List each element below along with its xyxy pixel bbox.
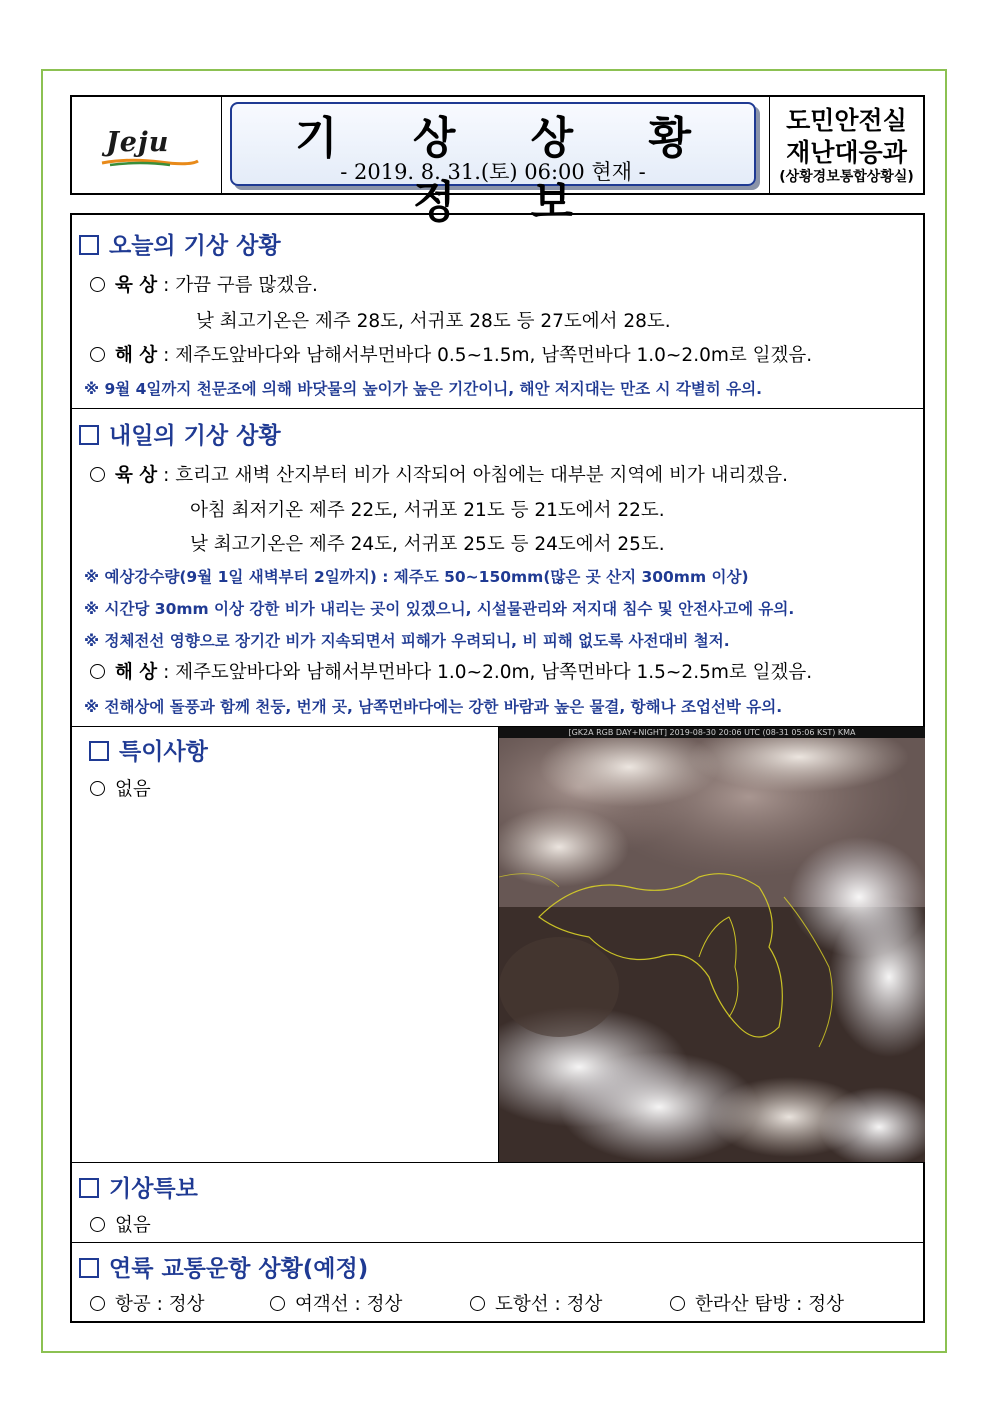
traffic-item-hallasan: 한라산 탐방 : 정상	[670, 1290, 844, 1316]
page-title: 기 상 상 황 정 보	[295, 113, 721, 228]
today-land-temp: 낮 최고기온은 제주 28도, 서귀포 28도 등 27도에서 28도.	[196, 311, 671, 332]
divider	[72, 1242, 923, 1243]
department-name: 도민안전실	[786, 106, 907, 135]
logo-swoosh-icon	[100, 157, 200, 167]
checkbox-icon	[79, 235, 99, 255]
circle-bullet-icon	[90, 277, 105, 292]
tomorrow-note-front: ※ 정체전선 영향으로 장기간 비가 지속되면서 피해가 우려되니, 비 피해 없도록 사전대비 철저.	[84, 632, 730, 650]
report-body	[70, 213, 925, 1323]
title-box	[230, 102, 756, 228]
circle-bullet-icon	[90, 664, 105, 679]
tomorrow-note-rainfall: ※ 예상강수량(9월 1일 새벽부터 2일까지) : 제주도 50~150mm(많은 곳 산지 300mm 이상)	[84, 568, 749, 586]
circle-bullet-icon	[270, 1296, 285, 1311]
checkbox-icon	[89, 741, 109, 761]
traffic-item-ferry: 여객선 : 정상	[270, 1290, 402, 1316]
tomorrow-note-heavy-rain: ※ 시간당 30mm 이상 강한 비가 내리는 곳이 있겠으니, 시설물관리와 저지대 침수 및 안전사고에 유의.	[84, 600, 795, 618]
jeju-logo	[100, 123, 200, 169]
circle-bullet-icon	[90, 1296, 105, 1311]
tomorrow-note-sea: ※ 전해상에 돌풍과 함께 천둥, 번개 곳, 남쪽먼바다에는 강한 바람과 높은 물결, 항해나 조업선박 유의.	[84, 698, 783, 716]
tomorrow-max-temp: 낮 최고기온은 제주 24도, 서귀포 25도 등 24도에서 25도.	[190, 534, 665, 555]
tomorrow-land-line: 육 상 : 흐리고 새벽 산지부터 비가 시작되어 아침에는 대부분 지역에 비가 내리겠음.	[90, 461, 788, 487]
checkbox-icon	[79, 425, 99, 445]
divider	[72, 408, 923, 409]
traffic-item-island-ferry: 도항선 : 정상	[470, 1290, 602, 1316]
department-cell	[769, 97, 923, 193]
page-subtitle-datetime: - 2019. 8. 31.(토) 06:00 현재 -	[340, 160, 646, 184]
tomorrow-min-temp: 아침 최저기온 제주 22도, 서귀포 21도 등 21도에서 22도.	[190, 500, 665, 521]
tomorrow-sea-line: 해 상 : 제주도앞바다와 남해서부먼바다 1.0~2.0m, 남쪽먼바다 1.5~2.5m로 일겠음.	[90, 658, 812, 684]
warning-content: 없음	[90, 1211, 151, 1237]
divider	[72, 1162, 923, 1163]
checkbox-icon	[79, 1258, 99, 1278]
circle-bullet-icon	[90, 781, 105, 796]
circle-bullet-icon	[470, 1296, 485, 1311]
today-land-line: 육 상 : 가끔 구름 많겠음.	[90, 271, 318, 297]
traffic-section-title: 연륙 교통운항 상황(예정)	[79, 1250, 368, 1283]
checkbox-icon	[79, 1178, 99, 1198]
logo-cell	[72, 97, 222, 193]
header-table	[70, 95, 925, 228]
circle-bullet-icon	[90, 467, 105, 482]
circle-bullet-icon	[90, 347, 105, 362]
satellite-map-graphic	[499, 727, 925, 1162]
circle-bullet-icon	[90, 1217, 105, 1232]
satellite-caption: [GK2A RGB DAY+NIGHT] 2019-08-30 20:06 UTC (08-31 05:06 KST) KMA	[499, 727, 925, 738]
traffic-item-air: 항공 : 정상	[90, 1290, 204, 1316]
circle-bullet-icon	[670, 1296, 685, 1311]
special-section-title: 특이사항	[89, 733, 208, 766]
today-sea-line: 해 상 : 제주도앞바다와 남해서부먼바다 0.5~1.5m, 남쪽먼바다 1.0~2.0m로 일겠음.	[90, 341, 812, 367]
satellite-image	[499, 727, 925, 1162]
warning-section-title: 기상특보	[79, 1170, 198, 1203]
division-name: 재난대응과	[786, 138, 907, 167]
special-content: 없음	[90, 775, 151, 801]
office-name: (상황경보통합상황실)	[779, 169, 914, 185]
today-section-title: 오늘의 기상 상황	[79, 227, 281, 260]
logo-text: Jeju	[106, 127, 170, 158]
tomorrow-section-title: 내일의 기상 상황	[79, 417, 281, 450]
today-note: ※ 9월 4일까지 천문조에 의해 바닷물의 높이가 높은 기간이니, 해안 저지대는 만조 시 각별히 유의.	[84, 380, 762, 398]
